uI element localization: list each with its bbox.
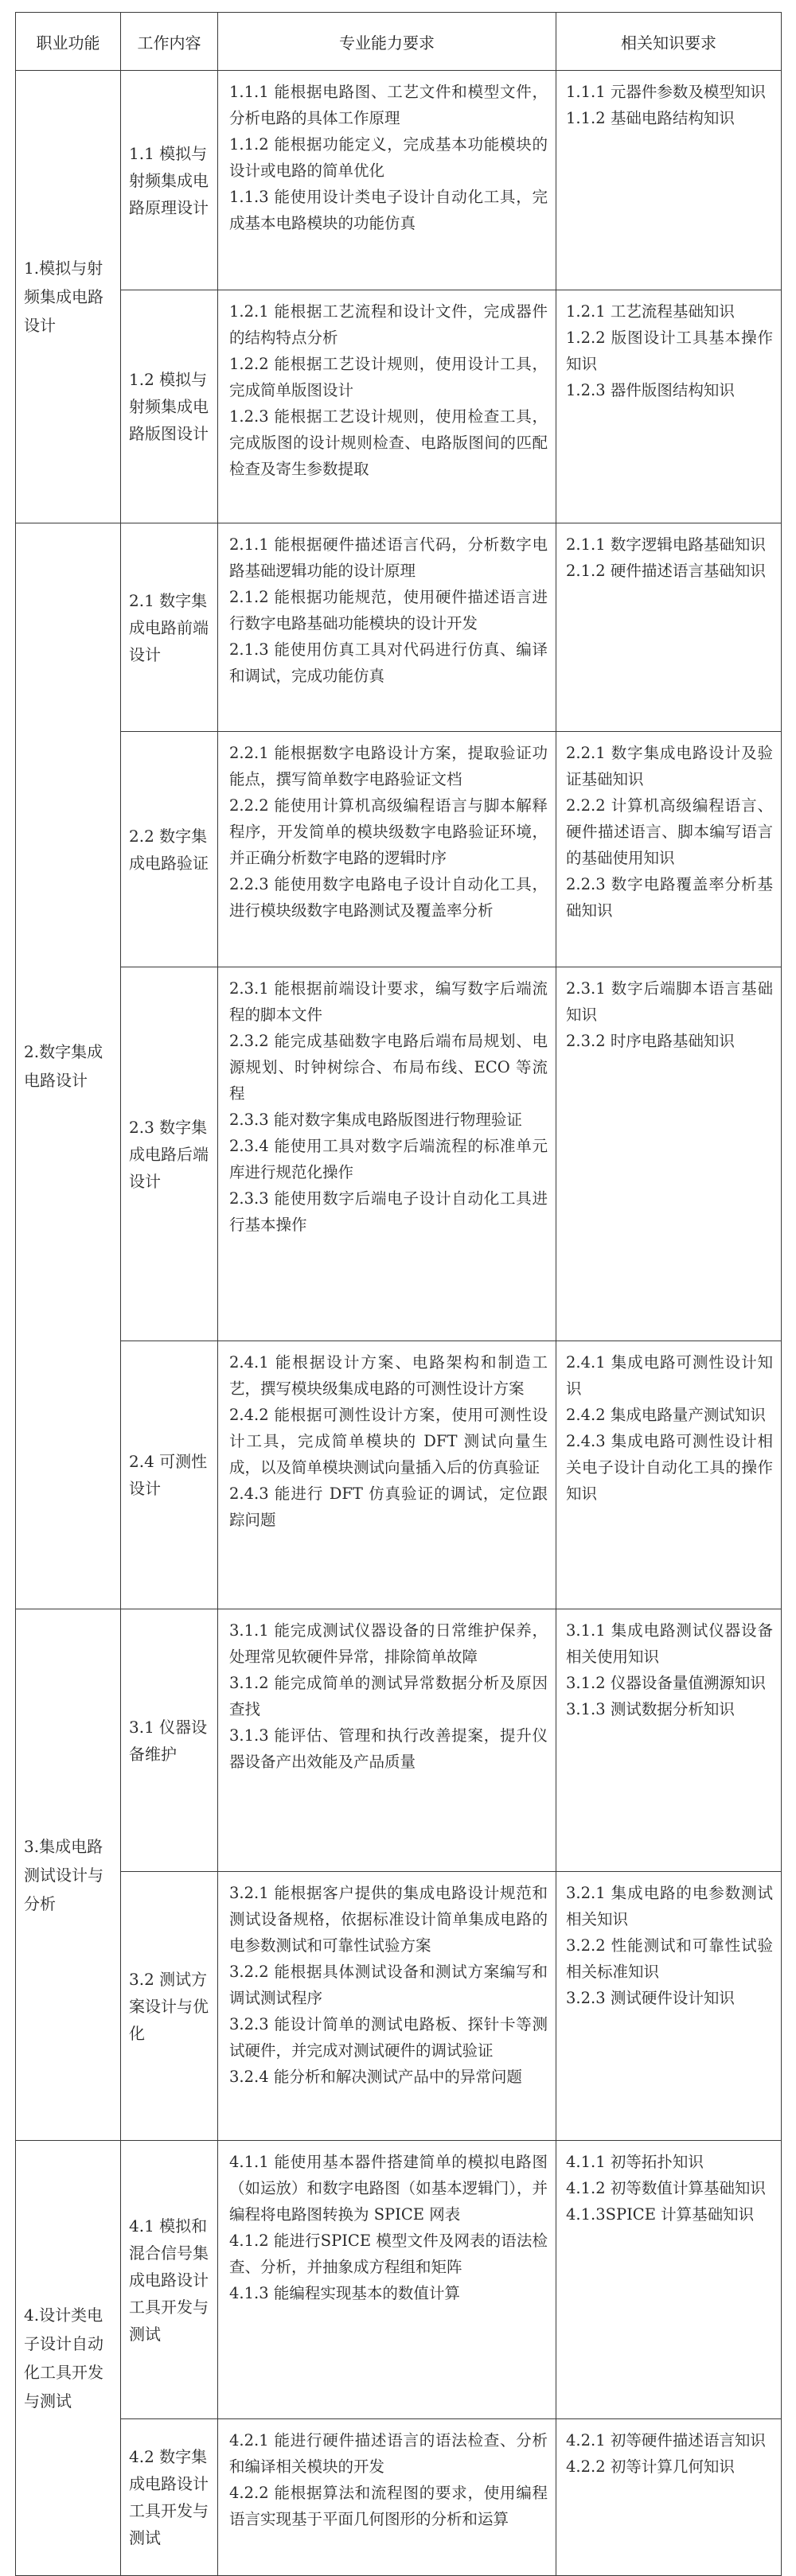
ability-item: 2.4.3 能进行 DFT 仿真验证的调试，定位跟踪问题: [229, 1485, 548, 1529]
knowledge-requirements-cell: [556, 290, 782, 523]
ability-item: 2.1.2 能根据功能规范，使用硬件描述语言进行数字电路基础功能模块的设计开发: [229, 588, 548, 632]
work-content-cell: 2.2 数字集成电路验证: [121, 732, 218, 967]
ability-item: 2.2.3 能使用数字电路电子设计自动化工具，进行模块级数字电路测试及覆盖率分析: [229, 875, 548, 920]
ability-item: 4.1.1 能使用基本器件搭建简单的模拟电路图（如运放）和数字电路图（如基本逻辑门），并编程将电路图转换为 SPICE 网表: [229, 2153, 548, 2224]
table-header: [16, 13, 782, 71]
ability-item: 2.4.2 能根据可测性设计方案，使用可测性设计工具，完成简单模块的 DFT 测试向量生成，以及简单模块测试向量插入后的仿真验证: [229, 1406, 548, 1477]
header-row: [16, 13, 782, 71]
knowledge-item: 2.2.1 数字集成电路设计及验证基础知识: [566, 744, 773, 788]
ability-item: 4.2.2 能根据算法和流程图的要求，使用编程语言实现基于平面几何图形的分析和运算: [229, 2484, 548, 2528]
ability-item: 1.1.3 能使用设计类电子设计自动化工具，完成基本电路模块的功能仿真: [229, 188, 548, 232]
work-content-cell: 2.4 可测性设计: [121, 1341, 218, 1609]
header-knowledge-requirements: 相关知识要求: [556, 13, 782, 71]
ability-item: 4.1.2 能进行SPICE 模型文件及网表的语法检查、分析，并抽象成方程组和矩阵: [229, 2232, 548, 2276]
knowledge-item: 2.4.2 集成电路量产测试知识: [566, 1406, 766, 1424]
table-row: [16, 732, 782, 967]
ability-item: 3.1.2 能完成简单的测试异常数据分析及原因查找: [229, 1674, 548, 1718]
work-content-cell: 4.2 数字集成电路设计工具开发与测试: [121, 2419, 218, 2576]
knowledge-item: 1.1.1 元器件参数及模型知识: [566, 83, 766, 101]
ability-item: 2.1.3 能使用仿真工具对代码进行仿真、编译和调试，完成功能仿真: [229, 640, 548, 685]
header-work-content: 工作内容: [121, 13, 218, 71]
ability-item: 2.1.1 能根据硬件描述语言代码，分析数字电路基础逻辑功能的设计原理: [229, 535, 548, 580]
ability-item: 2.2.1 能根据数字电路设计方案，提取验证功能点，撰写简单数字电路验证文档: [229, 744, 548, 788]
ability-requirements-cell: [218, 2419, 556, 2576]
ability-requirements-cell: [218, 1609, 556, 1872]
ability-item: 3.1.1 能完成测试仪器设备的日常维护保养，处理常见软硬件异常，排除简单故障: [229, 1621, 548, 1666]
knowledge-item: 3.2.2 性能测试和可靠性试验相关标准知识: [566, 1936, 773, 1981]
knowledge-requirements-cell: [556, 1341, 782, 1609]
knowledge-item: 2.4.3 集成电路可测性设计相关电子设计自动化工具的操作知识: [566, 1432, 773, 1503]
knowledge-item: 2.3.1 数字后端脚本语言基础知识: [566, 979, 773, 1024]
ability-item: 2.3.4 能使用工具对数字后端流程的标准单元库进行规范化操作: [229, 1137, 548, 1181]
knowledge-requirements-cell: [556, 71, 782, 290]
table-row: [16, 71, 782, 290]
ability-requirements-cell: [218, 1872, 556, 2141]
ability-item: 1.2.2 能根据工艺设计规则，使用设计工具，完成简单版图设计: [229, 355, 548, 399]
ability-item: 2.3.3 能使用数字后端电子设计自动化工具进行基本操作: [229, 1189, 548, 1234]
knowledge-requirements-cell: [556, 1872, 782, 2141]
knowledge-item: 2.4.1 集成电路可测性设计知识: [566, 1353, 773, 1398]
ability-requirements-cell: [218, 71, 556, 290]
knowledge-item: 1.2.1 工艺流程基础知识: [566, 302, 735, 321]
ability-requirements-cell: [218, 967, 556, 1341]
ability-requirements-cell: [218, 290, 556, 523]
ability-item: 2.2.2 能使用计算机高级编程语言与脚本解释程序，开发简单的模块级数字电路验证环境，并正确分析数字电路的逻辑时序: [229, 796, 548, 867]
ability-item: 1.2.3 能根据工艺设计规则，使用检查工具，完成版图的设计规则检查、电路版图间的匹配检查及寄生参数提取: [229, 407, 548, 478]
ability-item: 2.3.1 能根据前端设计要求，编写数字后端流程的脚本文件: [229, 979, 548, 1024]
header-ability-requirements: 专业能力要求: [218, 13, 556, 71]
ability-item: 3.2.2 能根据具体测试设备和测试方案编写和调试测试程序: [229, 1963, 548, 2007]
work-content-cell: 3.1 仪器设备维护: [121, 1609, 218, 1872]
knowledge-item: 2.3.2 时序电路基础知识: [566, 1032, 735, 1050]
competency-requirements-table: [15, 12, 782, 2576]
ability-item: 4.2.1 能进行硬件描述语言的语法检查、分析和编译相关模块的开发: [229, 2431, 548, 2476]
ability-item: 3.1.3 能评估、管理和执行改善提案，提升仪器设备产出效能及产品质量: [229, 1726, 548, 1771]
knowledge-item: 3.2.3 测试硬件设计知识: [566, 1989, 735, 2007]
ability-requirements-cell: [218, 732, 556, 967]
job-function-cell: 3.集成电路测试设计与分析: [16, 1609, 121, 2141]
ability-requirements-cell: [218, 523, 556, 732]
knowledge-item: 3.1.3 测试数据分析知识: [566, 1700, 735, 1718]
knowledge-item: 1.2.3 器件版图结构知识: [566, 381, 735, 399]
table-row: [16, 1872, 782, 2141]
knowledge-item: 1.2.2 版图设计工具基本操作知识: [566, 329, 773, 373]
table-body: [16, 71, 782, 2576]
knowledge-item: 3.2.1 集成电路的电参数测试相关知识: [566, 1884, 773, 1928]
knowledge-item: 3.1.2 仪器设备量值溯源知识: [566, 1674, 766, 1692]
knowledge-item: 2.1.1 数字逻辑电路基础知识: [566, 535, 766, 554]
ability-item: 1.1.1 能根据电路图、工艺文件和模型文件，分析电路的具体工作原理: [229, 83, 548, 127]
table-row: [16, 2419, 782, 2576]
work-content-cell: 2.3 数字集成电路后端设计: [121, 967, 218, 1341]
knowledge-item: 4.2.2 初等计算几何知识: [566, 2457, 735, 2476]
ability-requirements-cell: [218, 1341, 556, 1609]
ability-item: 2.3.2 能完成基础数字电路后端布局规划、电源规划、时钟树综合、布局布线、ECO 等流程: [229, 1032, 548, 1103]
ability-item: 2.3.3 能对数字集成电路版图进行物理验证: [229, 1111, 522, 1129]
ability-item: 3.2.3 能设计简单的测试电路板、探针卡等测试硬件，并完成对测试硬件的调试验证: [229, 2015, 548, 2060]
knowledge-item: 2.1.2 硬件描述语言基础知识: [566, 562, 766, 580]
work-content-cell: 3.2 测试方案设计与优化: [121, 1872, 218, 2141]
work-content-cell: 1.2 模拟与射频集成电路版图设计: [121, 290, 218, 523]
job-function-cell: 2.数字集成电路设计: [16, 523, 121, 1609]
knowledge-item: 4.1.2 初等数值计算基础知识: [566, 2179, 766, 2197]
work-content-cell: 2.1 数字集成电路前端设计: [121, 523, 218, 732]
knowledge-requirements-cell: [556, 2141, 782, 2419]
table-row: [16, 1341, 782, 1609]
ability-item: 4.1.3 能编程实现基本的数值计算: [229, 2284, 460, 2302]
ability-item: 1.1.2 能根据功能定义，完成基本功能模块的设计或电路的简单优化: [229, 135, 548, 180]
work-content-cell: 4.1 模拟和混合信号集成电路设计工具开发与测试: [121, 2141, 218, 2419]
knowledge-item: 4.1.3SPICE 计算基础知识: [566, 2205, 755, 2224]
knowledge-item: 1.1.2 基础电路结构知识: [566, 109, 735, 127]
knowledge-item: 2.2.2 计算机高级编程语言、硬件描述语言、脚本编写语言的基础使用知识: [566, 796, 773, 867]
table-row: [16, 2141, 782, 2419]
ability-requirements-cell: [218, 2141, 556, 2419]
knowledge-requirements-cell: [556, 1609, 782, 1872]
knowledge-item: 2.2.3 数字电路覆盖率分析基础知识: [566, 875, 773, 920]
knowledge-requirements-cell: [556, 2419, 782, 2576]
header-job-function: 职业功能: [16, 13, 121, 71]
knowledge-item: 3.1.1 集成电路测试仪器设备相关使用知识: [566, 1621, 773, 1666]
table-row: [16, 523, 782, 732]
ability-item: 3.2.1 能根据客户提供的集成电路设计规范和测试设备规格，依据标准设计简单集成电路的电参数测试和可靠性试验方案: [229, 1884, 548, 1955]
table-row: [16, 967, 782, 1341]
table-row: [16, 1609, 782, 1872]
ability-item: 3.2.4 能分析和解决测试产品中的异常问题: [229, 2068, 522, 2086]
knowledge-requirements-cell: [556, 967, 782, 1341]
ability-item: 1.2.1 能根据工艺流程和设计文件，完成器件的结构特点分析: [229, 302, 548, 347]
work-content-cell: 1.1 模拟与射频集成电路原理设计: [121, 71, 218, 290]
knowledge-item: 4.2.1 初等硬件描述语言知识: [566, 2431, 766, 2450]
knowledge-requirements-cell: [556, 732, 782, 967]
ability-item: 2.4.1 能根据设计方案、电路架构和制造工艺，撰写模块级集成电路的可测性设计方案: [229, 1353, 548, 1398]
knowledge-requirements-cell: [556, 523, 782, 732]
job-function-cell: 1.模拟与射频集成电路设计: [16, 71, 121, 523]
job-function-cell: 4.设计类电子设计自动化工具开发与测试: [16, 2141, 121, 2576]
knowledge-item: 4.1.1 初等拓扑知识: [566, 2153, 704, 2171]
table-row: [16, 290, 782, 523]
